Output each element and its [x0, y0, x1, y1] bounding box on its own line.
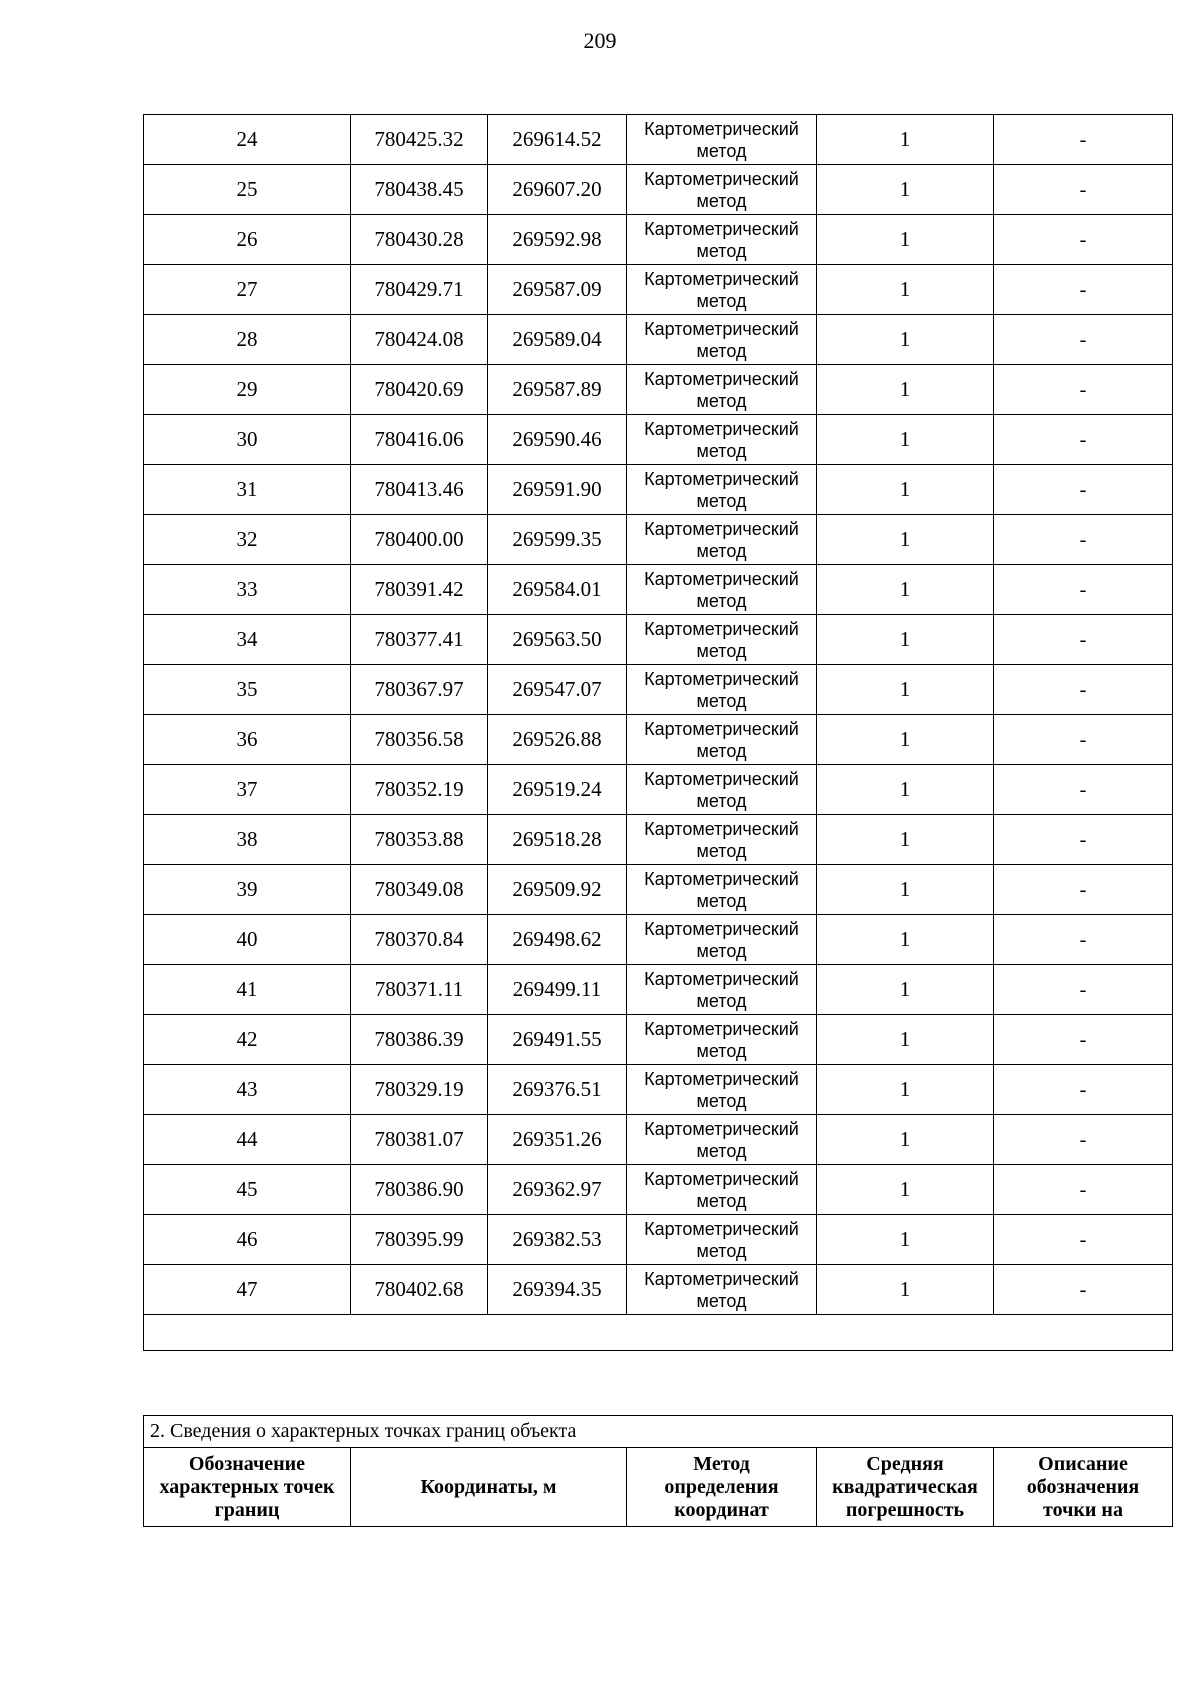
- table-row: [144, 365, 1173, 415]
- cell-error: 1: [817, 265, 994, 315]
- cell-method: [627, 1115, 817, 1165]
- cell-point: 32: [144, 515, 351, 565]
- table-row: [144, 565, 1173, 615]
- table-row: [144, 515, 1173, 565]
- table-row: [144, 1265, 1173, 1315]
- section-header-row: [144, 1448, 1173, 1527]
- cell-x: 780349.08: [351, 865, 488, 915]
- cell-point: 30: [144, 415, 351, 465]
- cell-point: 46: [144, 1215, 351, 1265]
- cell-point: 36: [144, 715, 351, 765]
- cell-description: -: [994, 815, 1173, 865]
- cell-description: -: [994, 1115, 1173, 1165]
- cell-y: 269382.53: [488, 1215, 627, 1265]
- cell-method: [627, 565, 817, 615]
- method-line: Картометрический: [644, 1018, 799, 1039]
- cell-description: -: [994, 715, 1173, 765]
- header-line: координат: [674, 1498, 769, 1521]
- cell-point: 39: [144, 865, 351, 915]
- cell-x: 780377.41: [351, 615, 488, 665]
- cell-method: [627, 765, 817, 815]
- header-line: Метод: [693, 1452, 750, 1475]
- cell-description: -: [994, 1065, 1173, 1115]
- method-line: метод: [696, 690, 747, 711]
- cell-method: [627, 215, 817, 265]
- cell-point: 43: [144, 1065, 351, 1115]
- method-line: Картометрический: [644, 1118, 799, 1139]
- method-line: метод: [696, 1090, 747, 1111]
- table-row: [144, 615, 1173, 665]
- header-description: [994, 1448, 1173, 1527]
- method-line: метод: [696, 540, 747, 561]
- cell-x: 780420.69: [351, 365, 488, 415]
- table-row: [144, 165, 1173, 215]
- cell-point: 31: [144, 465, 351, 515]
- cell-point: 44: [144, 1115, 351, 1165]
- header-line: погрешность: [845, 1498, 965, 1521]
- table-row: [144, 465, 1173, 515]
- coordinates-table-body: [144, 115, 1173, 1351]
- cell-y: 269509.92: [488, 865, 627, 915]
- method-line: Картометрический: [644, 468, 799, 489]
- header-line: границ: [214, 1498, 280, 1521]
- cell-y: 269563.50: [488, 615, 627, 665]
- method-line: метод: [696, 890, 747, 911]
- table-row: [144, 415, 1173, 465]
- cell-error: 1: [817, 115, 994, 165]
- header-line: определения: [664, 1475, 779, 1498]
- empty-cell: [144, 1315, 1173, 1351]
- table-row: [144, 1165, 1173, 1215]
- cell-x: 780370.84: [351, 915, 488, 965]
- cell-error: 1: [817, 815, 994, 865]
- method-line: Картометрический: [644, 1218, 799, 1239]
- cell-error: 1: [817, 1065, 994, 1115]
- method-line: метод: [696, 390, 747, 411]
- cell-error: 1: [817, 1115, 994, 1165]
- cell-description: -: [994, 765, 1173, 815]
- method-line: Картометрический: [644, 268, 799, 289]
- cell-error: 1: [817, 415, 994, 465]
- cell-y: 269498.62: [488, 915, 627, 965]
- cell-x: 780416.06: [351, 415, 488, 465]
- cell-error: 1: [817, 715, 994, 765]
- cell-description: -: [994, 465, 1173, 515]
- header-line: Средняя: [866, 1452, 944, 1475]
- table-row: [144, 815, 1173, 865]
- cell-description: -: [994, 415, 1173, 465]
- cell-method: [627, 515, 817, 565]
- method-line: метод: [696, 1140, 747, 1161]
- method-line: Картометрический: [644, 668, 799, 689]
- cell-description: -: [994, 865, 1173, 915]
- header-line: обозначения: [1026, 1475, 1140, 1498]
- page-number: 209: [583, 28, 617, 53]
- cell-x: 780371.11: [351, 965, 488, 1015]
- method-line: Картометрический: [644, 418, 799, 439]
- cell-error: 1: [817, 615, 994, 665]
- cell-method: [627, 365, 817, 415]
- cell-y: 269491.55: [488, 1015, 627, 1065]
- table-row: [144, 1115, 1173, 1165]
- cell-y: 269589.04: [488, 315, 627, 365]
- cell-error: 1: [817, 1015, 994, 1065]
- cell-error: 1: [817, 965, 994, 1015]
- method-line: метод: [696, 640, 747, 661]
- header-line: Обозначение: [188, 1452, 306, 1475]
- cell-method: [627, 615, 817, 665]
- method-line: метод: [696, 190, 747, 211]
- header-line: Координаты, м: [420, 1475, 557, 1498]
- cell-method: [627, 465, 817, 515]
- method-line: метод: [696, 290, 747, 311]
- cell-point: 45: [144, 1165, 351, 1215]
- cell-description: -: [994, 565, 1173, 615]
- table-row: [144, 1065, 1173, 1115]
- cell-point: 33: [144, 565, 351, 615]
- cell-point: 37: [144, 765, 351, 815]
- cell-method: [627, 1015, 817, 1065]
- cell-method: [627, 1065, 817, 1115]
- cell-point: 29: [144, 365, 351, 415]
- cell-description: -: [994, 965, 1173, 1015]
- cell-y: 269499.11: [488, 965, 627, 1015]
- cell-method: [627, 865, 817, 915]
- empty-row: [144, 1315, 1173, 1351]
- cell-error: 1: [817, 1165, 994, 1215]
- cell-x: 780413.46: [351, 465, 488, 515]
- cell-point: 35: [144, 665, 351, 715]
- cell-y: 269351.26: [488, 1115, 627, 1165]
- header-line: характерных точек: [159, 1475, 335, 1498]
- method-line: Картометрический: [644, 1068, 799, 1089]
- cell-point: 26: [144, 215, 351, 265]
- method-line: метод: [696, 1040, 747, 1061]
- cell-error: 1: [817, 365, 994, 415]
- cell-method: [627, 915, 817, 965]
- method-line: Картометрический: [644, 1168, 799, 1189]
- cell-description: -: [994, 115, 1173, 165]
- table-row: [144, 865, 1173, 915]
- cell-y: 269590.46: [488, 415, 627, 465]
- table-row: [144, 215, 1173, 265]
- cell-description: -: [994, 215, 1173, 265]
- method-line: Картометрический: [644, 118, 799, 139]
- method-line: метод: [696, 1240, 747, 1261]
- method-line: метод: [696, 440, 747, 461]
- method-line: Картометрический: [644, 968, 799, 989]
- method-line: Картометрический: [644, 918, 799, 939]
- method-line: метод: [696, 240, 747, 261]
- cell-x: 780429.71: [351, 265, 488, 315]
- cell-point: 27: [144, 265, 351, 315]
- section-title: 2. Сведения о характерных точках границ объекта: [144, 1416, 1173, 1448]
- cell-error: 1: [817, 465, 994, 515]
- cell-y: 269587.09: [488, 265, 627, 315]
- method-line: метод: [696, 490, 747, 511]
- cell-point: 34: [144, 615, 351, 665]
- coordinates-table: [143, 114, 1173, 1351]
- cell-point: 38: [144, 815, 351, 865]
- table-row: [144, 315, 1173, 365]
- cell-method: [627, 265, 817, 315]
- cell-x: 780400.00: [351, 515, 488, 565]
- cell-y: 269518.28: [488, 815, 627, 865]
- method-line: метод: [696, 740, 747, 761]
- header-line: квадратическая: [832, 1475, 978, 1498]
- cell-description: -: [994, 515, 1173, 565]
- table-row: [144, 915, 1173, 965]
- header-point-designation: [144, 1448, 351, 1527]
- method-line: Картометрический: [644, 718, 799, 739]
- cell-x: 780386.39: [351, 1015, 488, 1065]
- cell-method: [627, 965, 817, 1015]
- cell-x: 780329.19: [351, 1065, 488, 1115]
- method-line: Картометрический: [644, 218, 799, 239]
- cell-error: 1: [817, 865, 994, 915]
- cell-x: 780386.90: [351, 1165, 488, 1215]
- section-2-table: [143, 1415, 1173, 1527]
- header-method: [627, 1448, 817, 1527]
- cell-x: 780430.28: [351, 215, 488, 265]
- cell-point: 24: [144, 115, 351, 165]
- method-line: Картометрический: [644, 518, 799, 539]
- cell-x: 780353.88: [351, 815, 488, 865]
- cell-y: 269607.20: [488, 165, 627, 215]
- method-line: метод: [696, 790, 747, 811]
- cell-error: 1: [817, 765, 994, 815]
- table-row: [144, 765, 1173, 815]
- method-line: Картометрический: [644, 1268, 799, 1289]
- cell-description: -: [994, 1215, 1173, 1265]
- cell-y: 269519.24: [488, 765, 627, 815]
- cell-x: 780356.58: [351, 715, 488, 765]
- cell-y: 269362.97: [488, 1165, 627, 1215]
- cell-method: [627, 1215, 817, 1265]
- cell-method: [627, 165, 817, 215]
- cell-x: 780367.97: [351, 665, 488, 715]
- cell-description: -: [994, 365, 1173, 415]
- cell-method: [627, 315, 817, 365]
- method-line: Картометрический: [644, 818, 799, 839]
- cell-method: [627, 715, 817, 765]
- cell-description: -: [994, 1165, 1173, 1215]
- header-line: Описание: [1038, 1452, 1128, 1475]
- header-error: [817, 1448, 994, 1527]
- table-row: [144, 965, 1173, 1015]
- cell-y: 269376.51: [488, 1065, 627, 1115]
- cell-x: 780352.19: [351, 765, 488, 815]
- method-line: Картометрический: [644, 168, 799, 189]
- cell-description: -: [994, 1015, 1173, 1065]
- cell-error: 1: [817, 565, 994, 615]
- cell-error: 1: [817, 315, 994, 365]
- method-line: Картометрический: [644, 768, 799, 789]
- cell-error: 1: [817, 165, 994, 215]
- cell-error: 1: [817, 665, 994, 715]
- table-row: [144, 115, 1173, 165]
- table-row: [144, 1015, 1173, 1065]
- method-line: метод: [696, 140, 747, 161]
- method-line: метод: [696, 1190, 747, 1211]
- table-row: [144, 715, 1173, 765]
- cell-y: 269547.07: [488, 665, 627, 715]
- cell-point: 47: [144, 1265, 351, 1315]
- method-line: метод: [696, 940, 747, 961]
- table-row: [144, 1215, 1173, 1265]
- table-row: [144, 265, 1173, 315]
- cell-description: -: [994, 265, 1173, 315]
- method-line: Картометрический: [644, 618, 799, 639]
- cell-error: 1: [817, 515, 994, 565]
- cell-method: [627, 415, 817, 465]
- cell-description: -: [994, 665, 1173, 715]
- cell-x: 780391.42: [351, 565, 488, 615]
- header-coordinates: [351, 1448, 627, 1527]
- method-line: Картометрический: [644, 318, 799, 339]
- cell-description: -: [994, 315, 1173, 365]
- cell-description: -: [994, 615, 1173, 665]
- cell-y: 269394.35: [488, 1265, 627, 1315]
- cell-point: 25: [144, 165, 351, 215]
- cell-error: 1: [817, 215, 994, 265]
- cell-point: 28: [144, 315, 351, 365]
- method-line: Картометрический: [644, 868, 799, 889]
- cell-y: 269526.88: [488, 715, 627, 765]
- cell-x: 780424.08: [351, 315, 488, 365]
- cell-x: 780395.99: [351, 1215, 488, 1265]
- cell-y: 269599.35: [488, 515, 627, 565]
- cell-y: 269592.98: [488, 215, 627, 265]
- cell-y: 269587.89: [488, 365, 627, 415]
- cell-point: 42: [144, 1015, 351, 1065]
- cell-method: [627, 1265, 817, 1315]
- cell-y: 269591.90: [488, 465, 627, 515]
- cell-method: [627, 815, 817, 865]
- header-line: точки на: [1043, 1498, 1123, 1521]
- cell-method: [627, 665, 817, 715]
- method-line: Картометрический: [644, 368, 799, 389]
- method-line: метод: [696, 340, 747, 361]
- cell-x: 780425.32: [351, 115, 488, 165]
- cell-y: 269584.01: [488, 565, 627, 615]
- cell-y: 269614.52: [488, 115, 627, 165]
- section-title-row: [144, 1416, 1173, 1448]
- cell-description: -: [994, 1265, 1173, 1315]
- method-line: метод: [696, 840, 747, 861]
- method-line: метод: [696, 1290, 747, 1311]
- table-row: [144, 665, 1173, 715]
- cell-method: [627, 1165, 817, 1215]
- cell-method: [627, 115, 817, 165]
- cell-description: -: [994, 165, 1173, 215]
- cell-point: 40: [144, 915, 351, 965]
- cell-x: 780438.45: [351, 165, 488, 215]
- cell-point: 41: [144, 965, 351, 1015]
- cell-x: 780381.07: [351, 1115, 488, 1165]
- method-line: метод: [696, 990, 747, 1011]
- cell-x: 780402.68: [351, 1265, 488, 1315]
- cell-error: 1: [817, 1265, 994, 1315]
- cell-description: -: [994, 915, 1173, 965]
- cell-error: 1: [817, 1215, 994, 1265]
- method-line: метод: [696, 590, 747, 611]
- method-line: Картометрический: [644, 568, 799, 589]
- cell-error: 1: [817, 915, 994, 965]
